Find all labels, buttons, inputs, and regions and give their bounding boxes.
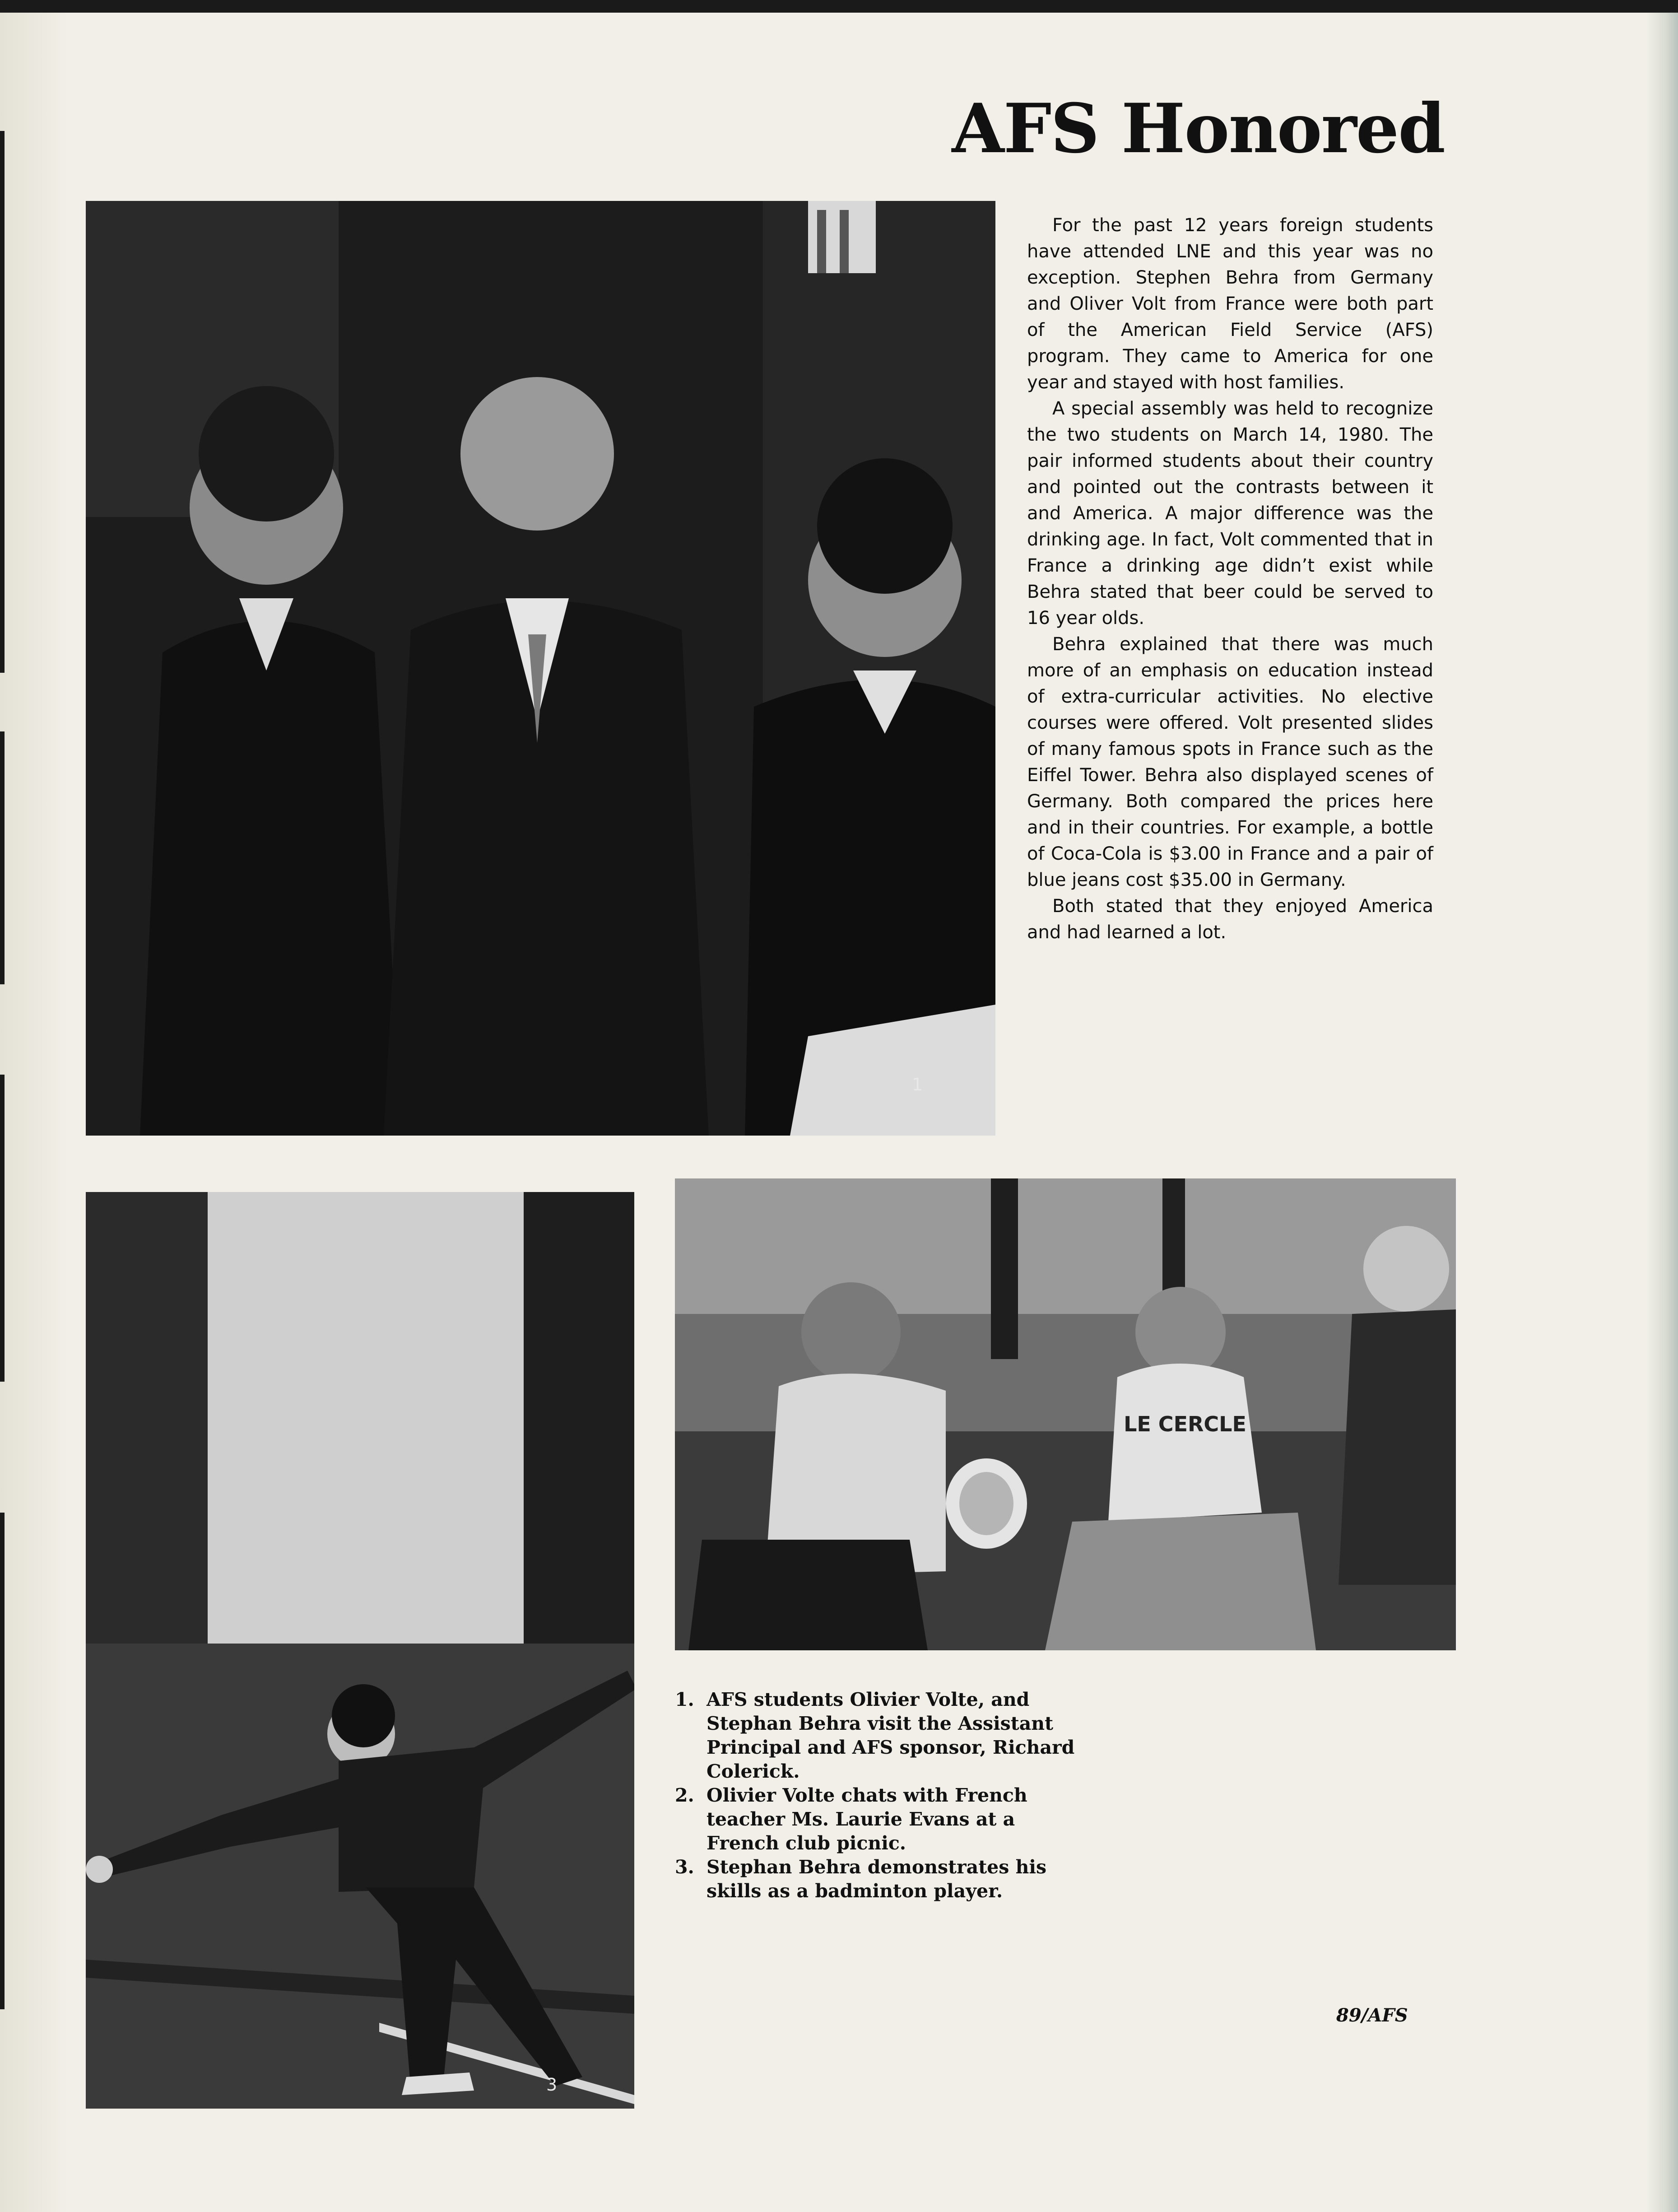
- page-title: AFS Honored: [952, 89, 1445, 168]
- photo-3-image: [86, 1192, 634, 2109]
- binding-mark: [0, 131, 5, 673]
- photo-2-image: [675, 1178, 1456, 1650]
- shirt-text: LE CERCLE: [1124, 1412, 1246, 1436]
- photo-1-image: [86, 201, 995, 1136]
- caption-item: [675, 1784, 1088, 1855]
- page-folio: 89/AFS: [1336, 2005, 1408, 2026]
- caption-number: 2.: [675, 1784, 694, 1806]
- photo-number-3: 3: [546, 2075, 558, 2095]
- photo-captions: [675, 1688, 1088, 1903]
- article-body: [1027, 212, 1433, 945]
- photo-number-1: 1: [912, 1075, 923, 1094]
- caption-item: [675, 1855, 1088, 1903]
- binding-mark: [0, 1075, 5, 1382]
- caption-number: 3.: [675, 1856, 694, 1878]
- page-edge: [1646, 0, 1678, 2212]
- binding-edge: [0, 0, 68, 2212]
- binding-mark: [0, 1513, 5, 2009]
- caption-item: [675, 1688, 1088, 1784]
- article-paragraph: For the past 12 years foreign students have attended LNE and this year was no exception. Stephen Behra from Germany and Oliver Volt from France were both part of the American Field Service (AFS) program. They came to America for one year and stayed with host families.: [1027, 215, 1433, 393]
- caption-number: 1.: [675, 1689, 694, 1710]
- binding-mark: [0, 731, 5, 984]
- scan-border: [0, 0, 1678, 13]
- caption-text: AFS students Olivier Volte, and Stephan Behra visit the Assistant Principal and AFS sponsor, Richard Colerick.: [707, 1689, 1075, 1782]
- photo-students-with-principal: [86, 201, 995, 1136]
- article-paragraph: Behra explained that there was much more of an emphasis on education instead of extra-curricular activities. No elective courses were offered. Volt presented slides of many famous spots in France such as the Eiffel Tower. Behra also displayed scenes of Germany. Both compared the prices here and in their countries. For example, a bottle of Coca-Cola is $3.00 in France and a pair of blue jeans cost $35.00 in Germany.: [1027, 634, 1433, 890]
- photo-badminton-player: [86, 1192, 634, 2109]
- caption-text: Olivier Volte chats with French teacher Ms. Laurie Evans at a French club picnic.: [707, 1784, 1027, 1854]
- photo-french-club-picnic: [675, 1178, 1456, 1650]
- article-paragraph: Both stated that they enjoyed America and had learned a lot.: [1027, 896, 1433, 943]
- caption-text: Stephan Behra demonstrates his skills as a badminton player.: [707, 1856, 1047, 1902]
- article-paragraph: A special assembly was held to recognize the two students on March 14, 1980. The pair informed students about their country and pointed out the contrasts between it and America. A major difference was the drinking age. In fact, Volt commented that in France a drinking age didn’t exist while Behra stated that beer could be served to 16 year olds.: [1027, 398, 1433, 629]
